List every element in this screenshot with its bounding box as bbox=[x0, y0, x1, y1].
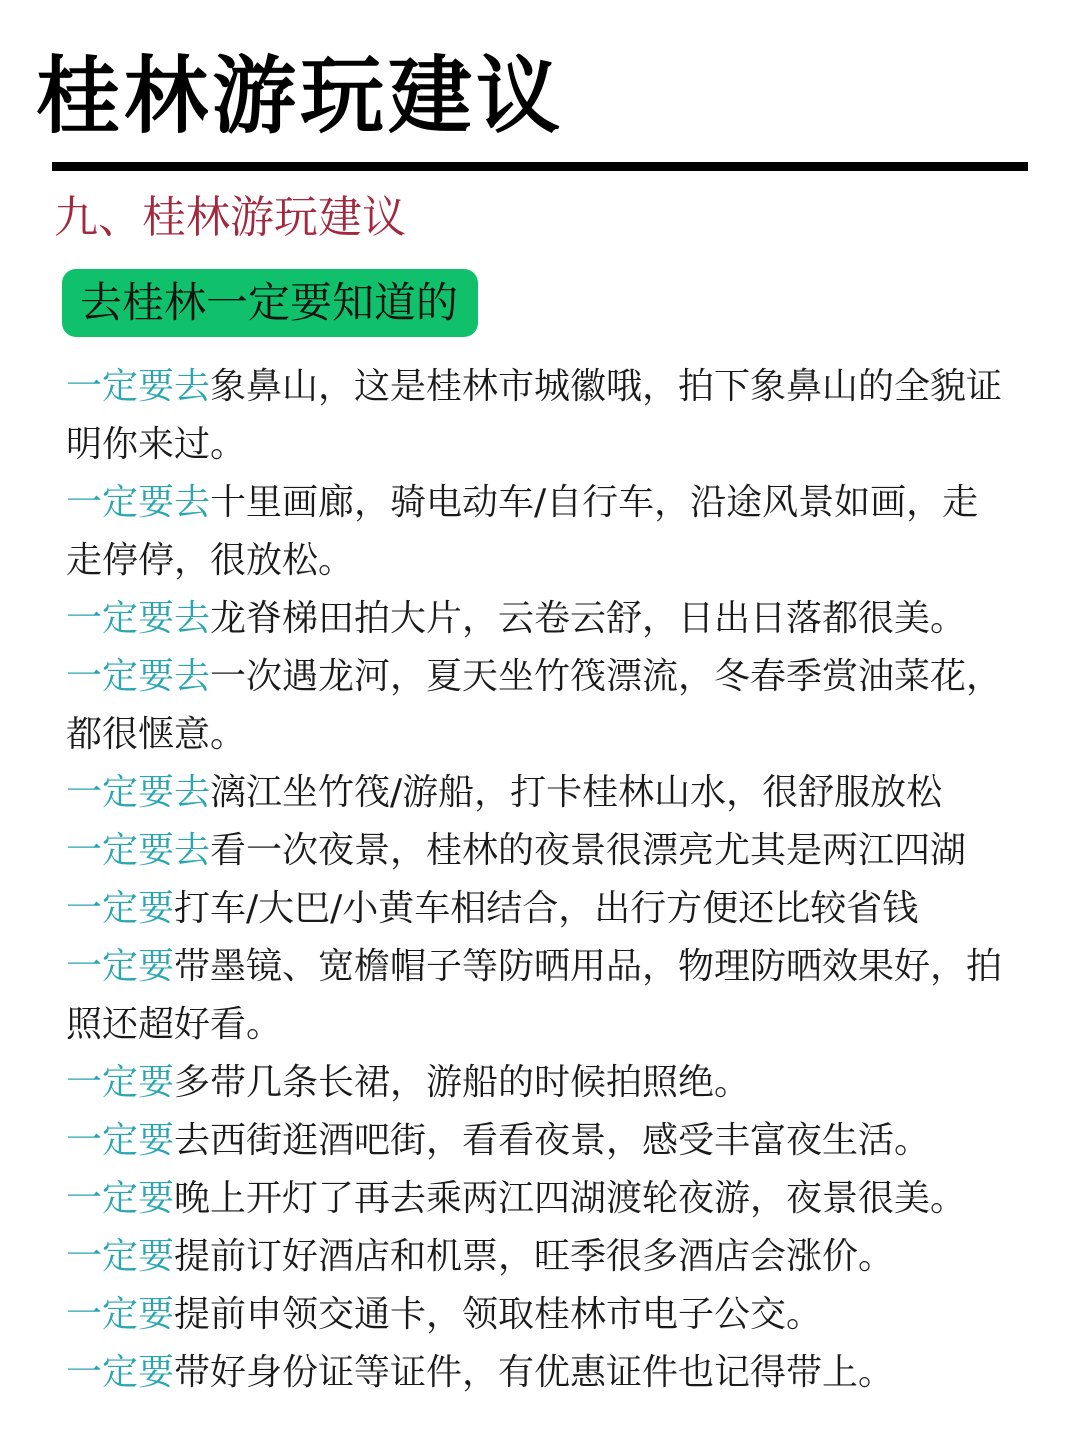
item-prefix: 一定要 bbox=[66, 1120, 175, 1161]
item-text: 打车/大巴/小黄车相结合，出行方便还比较省钱 bbox=[174, 888, 919, 929]
list-item bbox=[66, 474, 1006, 590]
item-prefix: 一定要去 bbox=[66, 598, 211, 639]
list-item bbox=[66, 1344, 1006, 1402]
section-heading: 九、桂林游玩建议 bbox=[54, 192, 406, 243]
item-text: 漓江坐竹筏/游船，打卡桂林山水，很舒服放松 bbox=[210, 772, 943, 813]
list-item bbox=[66, 1286, 1006, 1344]
item-text: 象鼻山，这是桂林市城徽哦，拍下象鼻山的全貌证明你来过。 bbox=[66, 366, 1003, 465]
item-prefix: 一定要 bbox=[66, 1294, 175, 1335]
item-prefix: 一定要去 bbox=[66, 830, 211, 871]
list-item bbox=[66, 358, 1006, 474]
item-text: 看一次夜景，桂林的夜景很漂亮尤其是两江四湖 bbox=[210, 830, 967, 871]
item-prefix: 一定要 bbox=[66, 946, 175, 987]
item-text: 多带几条长裙，游船的时候拍照绝。 bbox=[174, 1062, 751, 1103]
item-prefix: 一定要去 bbox=[66, 772, 211, 813]
item-prefix: 一定要 bbox=[66, 888, 175, 929]
item-prefix: 一定要去 bbox=[66, 656, 211, 697]
item-text: 晚上开灯了再去乘两江四湖渡轮夜游，夜景很美。 bbox=[174, 1178, 967, 1219]
item-text: 带墨镜、宽檐帽子等防晒用品，物理防晒效果好，拍照还超好看。 bbox=[66, 946, 1003, 1045]
item-text: 一次遇龙河，夏天坐竹筏漂流，冬春季赏油菜花，都很惬意。 bbox=[66, 656, 1003, 755]
list-item bbox=[66, 764, 1006, 822]
item-prefix: 一定要 bbox=[66, 1352, 175, 1393]
list-item bbox=[66, 1112, 1006, 1170]
list-item bbox=[66, 938, 1006, 1054]
page-title: 桂林游玩建议 bbox=[36, 47, 565, 145]
item-text: 龙脊梯田拍大片，云卷云舒，日出日落都很美。 bbox=[210, 598, 967, 639]
item-prefix: 一定要 bbox=[66, 1062, 175, 1103]
title-divider bbox=[52, 162, 1028, 171]
list-item bbox=[66, 822, 1006, 880]
tips-list bbox=[66, 358, 1006, 1402]
item-text: 去西街逛酒吧街，看看夜景，感受丰富夜生活。 bbox=[174, 1120, 931, 1161]
item-prefix: 一定要 bbox=[66, 1178, 175, 1219]
list-item bbox=[66, 1054, 1006, 1112]
list-item bbox=[66, 1170, 1006, 1228]
item-text: 提前订好酒店和机票，旺季很多酒店会涨价。 bbox=[174, 1236, 895, 1277]
list-item bbox=[66, 648, 1006, 764]
item-prefix: 一定要 bbox=[66, 1236, 175, 1277]
list-item bbox=[66, 880, 1006, 938]
list-item bbox=[66, 1228, 1006, 1286]
item-text: 十里画廊，骑电动车/自行车，沿途风景如画，走走停停，很放松。 bbox=[66, 482, 979, 581]
item-text: 提前申领交通卡，领取桂林市电子公交。 bbox=[174, 1294, 823, 1335]
section-tag: 去桂林一定要知道的 bbox=[62, 269, 478, 337]
item-prefix: 一定要去 bbox=[66, 366, 211, 407]
item-text: 带好身份证等证件，有优惠证件也记得带上。 bbox=[174, 1352, 895, 1393]
list-item bbox=[66, 590, 1006, 648]
item-prefix: 一定要去 bbox=[66, 482, 211, 523]
